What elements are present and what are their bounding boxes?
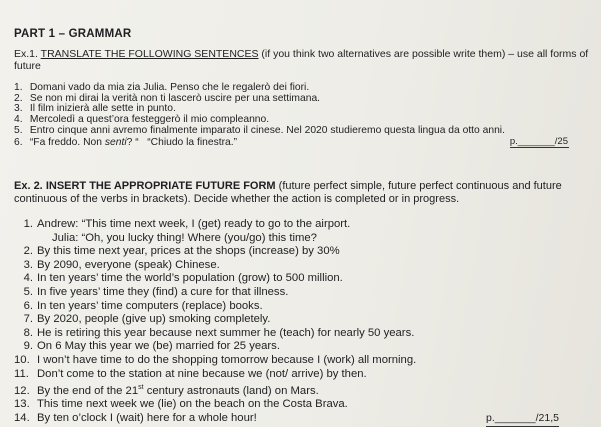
ex1-item: 1. Domani vado da mia zia Julia. Penso che le regalerò dei fiori. bbox=[14, 82, 310, 93]
ex1-item: 2. Se non mi dirai la verità non ti lascerò uscire per una settimana. bbox=[14, 92, 321, 104]
ex1-item: 3. Il film inizierà alle sette in punto. bbox=[14, 103, 176, 115]
ex2-label: Ex. 2. bbox=[14, 180, 43, 192]
ex2-item: 13. This time next week we (lie) on the beach on the Costa Brava. bbox=[14, 398, 348, 411]
ex2-item: 11. Don’t come to the station at nine because we (not/ arrive) by then. bbox=[14, 367, 367, 380]
ex2-item: 8. He is retiring this year because next summer he (teach) for nearly 50 years. bbox=[23, 326, 415, 339]
ex2-item: 4. In ten years’ time the world’s population (grow) to 500 million. bbox=[23, 272, 343, 285]
ex2-item: 6. In ten years’ time computers (replace) books. bbox=[23, 299, 263, 312]
ex1-note: (if you think two alternatives are possible write them) – use all forms of future bbox=[14, 48, 589, 72]
ex2-note: (future perfect simple, future perfect continuous and future continuous of the verbs in brackets). Decide whether the action is completed or in progress. bbox=[14, 180, 562, 205]
ex2-item: 2. By this time next year, prices at the shops (increase) by 30% bbox=[23, 245, 340, 258]
ex1-heading: TRANSLATE THE FOLLOWING SENTENCES bbox=[40, 48, 259, 60]
ex2-instructions bbox=[14, 180, 594, 205]
part-title: PART 1 – GRAMMAR bbox=[14, 28, 132, 40]
ex1-item: 5. Entro cinque anni avremo finalmente imparato il cinese. Nel 2020 studieremo questa lingua da otto anni. bbox=[14, 124, 505, 136]
ex2-item: 9. On 6 May this year we (be) married for 25 years. bbox=[23, 340, 280, 353]
ex2-item: 10. I won’t have time to do the shopping tomorrow because I (work) all morning. bbox=[14, 353, 417, 366]
ex2-item: 14. By ten o’clock I (wait) here for a whole hour! p._______/21,5 bbox=[14, 412, 589, 427]
ex1-score-field: p._______/25 bbox=[509, 135, 568, 147]
ex1-sentence-list bbox=[14, 83, 594, 148]
ex2-score-field: p._______/21,5 bbox=[486, 412, 559, 427]
ex2-item: 5. In five years’ time they (find) a cure for that illness. bbox=[23, 285, 289, 298]
ex1-item: 4. Mercoledì a quest’ora festeggerò il mio compleanno. bbox=[14, 114, 270, 126]
ex1-instructions bbox=[14, 48, 589, 72]
ex2-item: 3. By 2090, everyone (speak) Chinese. bbox=[23, 258, 220, 271]
ex2-heading: INSERT THE APPROPRIATE FUTURE FORM bbox=[45, 180, 276, 192]
ex1-label: Ex.1. bbox=[14, 48, 38, 60]
ex2-item: 1. Andrew: “This time next week, I (get) ready to go to the airport. bbox=[23, 218, 351, 230]
ex2-item: 12. By the end of the 21st century astronauts (land) on Mars. bbox=[14, 384, 319, 397]
ex1-item: 6. “Fa freddo. Non senti? “ “Chiudo la finestra.” p._______/25 bbox=[14, 135, 568, 148]
ex2-item-continuation: Julia: “Oh, you lucky thing! Where (you/go) this time? bbox=[52, 231, 317, 244]
ex2-item: 7. By 2020, people (give up) smoking completely. bbox=[23, 313, 271, 326]
ex2-sentence-list bbox=[14, 218, 589, 427]
